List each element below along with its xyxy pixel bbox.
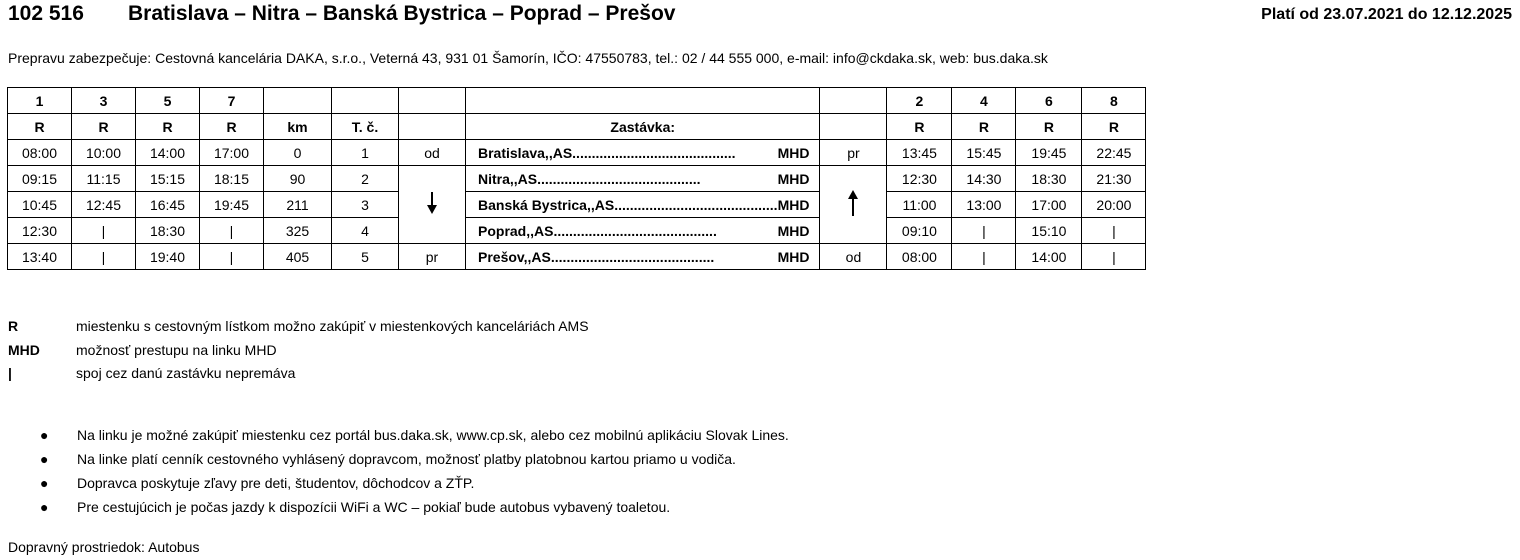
trip-number: 7 bbox=[200, 88, 264, 114]
bullet-icon: ● bbox=[40, 451, 49, 467]
stop-name: Prešov,,AS bbox=[478, 248, 551, 265]
legend-key: MHD bbox=[8, 341, 40, 358]
table-row bbox=[8, 140, 1146, 166]
header-row-types bbox=[8, 114, 1146, 140]
header-empty bbox=[399, 88, 466, 114]
trip-type: R bbox=[72, 114, 136, 140]
arrow-down-icon bbox=[426, 191, 438, 215]
arrival-time: 22:45 bbox=[1082, 140, 1146, 166]
stop-name-cell bbox=[466, 218, 820, 244]
km-value: 211 bbox=[264, 192, 332, 218]
departure-time: 10:00 bbox=[72, 140, 136, 166]
departure-time: | bbox=[200, 218, 264, 244]
arrival-time: 20:00 bbox=[1082, 192, 1146, 218]
departure-time: 08:00 bbox=[8, 140, 72, 166]
stop-dots: .......................................... bbox=[614, 196, 778, 213]
departure-time: 10:45 bbox=[8, 192, 72, 218]
arrival-time: 09:10 bbox=[887, 218, 952, 244]
trip-number: 3 bbox=[72, 88, 136, 114]
arrival-time: | bbox=[952, 218, 1016, 244]
departure-time: | bbox=[200, 244, 264, 270]
stop-dots: .......................................... bbox=[572, 144, 736, 161]
stop-name-cell bbox=[466, 140, 820, 166]
table-row bbox=[8, 244, 1146, 270]
direction-mark: od bbox=[399, 140, 466, 166]
line-number: 102 516 bbox=[8, 2, 84, 25]
arrival-time: 18:30 bbox=[1016, 166, 1082, 192]
km-value: 0 bbox=[264, 140, 332, 166]
departure-time: 15:15 bbox=[136, 166, 200, 192]
mhd-flag: MHD bbox=[777, 170, 810, 187]
arrival-time: 14:00 bbox=[1016, 244, 1082, 270]
bullet-icon: ● bbox=[40, 475, 49, 491]
arrival-time: 15:45 bbox=[952, 140, 1016, 166]
arrival-time: | bbox=[1082, 244, 1146, 270]
trip-number: 8 bbox=[1082, 88, 1146, 114]
trip-number: 1 bbox=[8, 88, 72, 114]
route-title: Bratislava – Nitra – Banská Bystrica – Poprad – Prešov bbox=[128, 2, 676, 25]
departure-time: 12:30 bbox=[8, 218, 72, 244]
arrival-time: 15:10 bbox=[1016, 218, 1082, 244]
trip-number: 5 bbox=[136, 88, 200, 114]
vehicle-info: Dopravný prostriedok: Autobus bbox=[8, 539, 200, 555]
arrival-time: | bbox=[1082, 218, 1146, 244]
stop-line bbox=[466, 249, 819, 265]
trip-type: R bbox=[8, 114, 72, 140]
note-text: Na linku je možné zakúpiť miestenku cez portál bus.daka.sk, www.cp.sk, alebo cez mobilnú aplikáciu Slovak Lines. bbox=[77, 427, 789, 443]
legend-key: R bbox=[8, 318, 19, 334]
stop-dots: .......................................... bbox=[553, 222, 717, 239]
trip-type: R bbox=[1082, 114, 1146, 140]
stop-name-cell bbox=[466, 244, 820, 270]
header-empty bbox=[820, 114, 887, 140]
title-row bbox=[8, 2, 1512, 32]
arrival-time: 17:00 bbox=[1016, 192, 1082, 218]
stop-name-cell bbox=[466, 166, 820, 192]
stop-name: Banská Bystrica,,AS bbox=[478, 196, 615, 213]
departure-time: 19:40 bbox=[136, 244, 200, 270]
stop-line bbox=[466, 223, 819, 239]
arrival-time: 12:30 bbox=[887, 166, 952, 192]
departure-time: | bbox=[72, 244, 136, 270]
tc-header: T. č. bbox=[332, 114, 399, 140]
km-value: 325 bbox=[264, 218, 332, 244]
stop-number: 5 bbox=[332, 244, 399, 270]
departure-time: 19:45 bbox=[200, 192, 264, 218]
arrival-time: 21:30 bbox=[1082, 166, 1146, 192]
departure-time: 11:15 bbox=[72, 166, 136, 192]
km-value: 90 bbox=[264, 166, 332, 192]
note-text: Na linke platí cenník cestovného vyhlásený dopravcom, možnosť platby platobnou kartou priamo u vodiča. bbox=[77, 451, 736, 467]
table-row bbox=[8, 166, 1146, 192]
arrow-up-icon bbox=[847, 189, 859, 217]
legend-description: možnosť prestupu na linku MHD bbox=[76, 341, 277, 358]
direction-mark: od bbox=[820, 244, 887, 270]
legend-description: miestenku s cestovným lístkom možno zakúpiť v miestenkových kanceláriách AMS bbox=[76, 318, 589, 334]
departure-time: | bbox=[72, 218, 136, 244]
arrival-time: | bbox=[952, 244, 1016, 270]
trip-type: R bbox=[136, 114, 200, 140]
operator-info: Prepravu zabezpečuje: Cestovná kancelária DAKA, s.r.o., Veterná 43, 931 01 Šamorín, IČO: 47550783, tel.: 02 / 44 555 000, e-mail: info@ckdaka.sk, web: bus.daka.sk bbox=[8, 50, 1048, 66]
note-text: Dopravca poskytuje zľavy pre deti, študentov, dôchodcov a ZŤP. bbox=[77, 475, 475, 491]
stop-header: Zastávka: bbox=[466, 114, 820, 140]
stop-dots: .......................................... bbox=[537, 170, 701, 187]
trip-type: R bbox=[1016, 114, 1082, 140]
arrival-time: 14:30 bbox=[952, 166, 1016, 192]
header-empty bbox=[399, 114, 466, 140]
departure-time: 18:15 bbox=[200, 166, 264, 192]
timetable bbox=[7, 87, 1146, 270]
stop-line bbox=[466, 145, 819, 161]
stop-name: Bratislava,,AS bbox=[478, 144, 573, 161]
stop-number: 1 bbox=[332, 140, 399, 166]
departure-time: 12:45 bbox=[72, 192, 136, 218]
stop-name-cell bbox=[466, 192, 820, 218]
mhd-flag: MHD bbox=[777, 144, 810, 161]
arrival-time: 08:00 bbox=[887, 244, 952, 270]
table-row bbox=[8, 192, 1146, 218]
departure-time: 14:00 bbox=[136, 140, 200, 166]
km-header: km bbox=[264, 114, 332, 140]
header-empty bbox=[820, 88, 887, 114]
arrival-time: 13:45 bbox=[887, 140, 952, 166]
header-empty bbox=[264, 88, 332, 114]
departure-time: 17:00 bbox=[200, 140, 264, 166]
stop-name: Nitra,,AS bbox=[478, 170, 538, 187]
direction-down bbox=[399, 166, 466, 244]
departure-time: 13:40 bbox=[8, 244, 72, 270]
trip-type: R bbox=[952, 114, 1016, 140]
stop-number: 2 bbox=[332, 166, 399, 192]
departure-time: 18:30 bbox=[136, 218, 200, 244]
bullet-icon: ● bbox=[40, 427, 49, 443]
departure-time: 16:45 bbox=[136, 192, 200, 218]
legend-key: | bbox=[8, 365, 12, 381]
arrival-time: 19:45 bbox=[1016, 140, 1082, 166]
header-empty bbox=[332, 88, 399, 114]
stop-line bbox=[466, 197, 819, 213]
arrival-time: 11:00 bbox=[887, 192, 952, 218]
direction-mark: pr bbox=[820, 140, 887, 166]
legend-description: spoj cez danú zastávku nepremáva bbox=[76, 365, 296, 381]
mhd-flag: MHD bbox=[777, 248, 810, 265]
trip-number: 4 bbox=[952, 88, 1016, 114]
direction-mark: pr bbox=[399, 244, 466, 270]
departure-time: 09:15 bbox=[8, 166, 72, 192]
arrival-time: 13:00 bbox=[952, 192, 1016, 218]
bullet-icon: ● bbox=[40, 499, 49, 515]
stop-dots: .......................................... bbox=[550, 248, 715, 265]
stop-line bbox=[466, 171, 819, 187]
mhd-flag: MHD bbox=[777, 222, 810, 239]
trip-type: R bbox=[887, 114, 952, 140]
mhd-flag: MHD bbox=[777, 196, 810, 213]
note-text: Pre cestujúcich je počas jazdy k dispozícii WiFi a WC – pokiaľ bude autobus vybavený toaletou. bbox=[77, 499, 671, 515]
stop-number: 3 bbox=[332, 192, 399, 218]
header-empty bbox=[466, 88, 820, 114]
km-value: 405 bbox=[264, 244, 332, 270]
validity-period: Platí od 23.07.2021 do 12.12.2025 bbox=[1261, 6, 1512, 23]
stop-number: 4 bbox=[332, 218, 399, 244]
direction-up bbox=[820, 166, 887, 244]
header-row-trips bbox=[8, 88, 1146, 114]
trip-type: R bbox=[200, 114, 264, 140]
trip-number: 2 bbox=[887, 88, 952, 114]
table-row bbox=[8, 218, 1146, 244]
trip-number: 6 bbox=[1016, 88, 1082, 114]
stop-name: Poprad,,AS bbox=[478, 222, 554, 239]
